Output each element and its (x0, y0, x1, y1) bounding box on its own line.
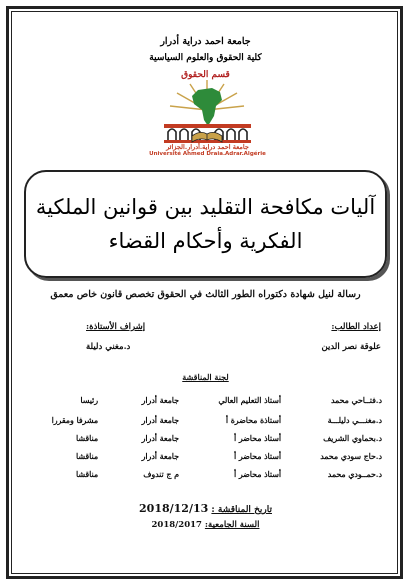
member-name: د.حمــودي محمد (327, 470, 382, 479)
committee-row (0, 434, 411, 450)
member-university: جامعة أدرار (141, 416, 179, 425)
university-name: جامعة احمد دراية أدرار (160, 36, 251, 47)
committee-title: لجنة المناقشة (182, 372, 229, 382)
academic-year-value: 2018/2017 (151, 520, 202, 530)
thesis-title-line-1: آليات مكافحة التقليد بين قوانين الملكية (35, 195, 376, 219)
member-rank: أستاذ محاضر أ (233, 434, 281, 443)
supervision-label: إشراف الأستاذة: (86, 322, 146, 332)
member-name: د.بحماوي الشريف (323, 434, 382, 443)
academic-year-line (0, 520, 411, 530)
defense-date-line (0, 502, 411, 515)
member-role: مناقشا (76, 452, 98, 461)
member-university: جامعة أدرار (141, 396, 179, 405)
faculty-name: كلية الحقوق والعلوم السياسية (149, 53, 262, 63)
committee-row (0, 452, 411, 468)
member-role: رئيسا (80, 396, 98, 405)
prepared-by-label: إعداد الطالب: (331, 322, 381, 332)
member-university: جامعة أدرار (141, 452, 179, 461)
thesis-degree-subtitle: رسالة لنيل شهادة دكتوراه الطور الثالث في الحقوق تخصص قانون خاص معمق (50, 289, 361, 300)
committee-row (0, 416, 411, 432)
member-rank: أستاذ محاضر أ (233, 470, 281, 479)
member-name: د.حاج سودي محمد (320, 452, 382, 461)
member-role: مشرفا ومقررا (51, 416, 98, 425)
member-name: د.مغنـــي دليلـــة (327, 416, 382, 425)
member-rank: أستاذ التعليم العالي (218, 396, 281, 405)
defense-date-value: 2018/12/13 (139, 502, 209, 515)
defense-date-label: تاريخ المناقشة : (211, 505, 272, 515)
member-rank: أستاذ محاضر أ (233, 452, 281, 461)
member-role: مناقشا (76, 470, 98, 479)
supervisor-name: د.مغني دليلة (86, 342, 131, 352)
member-university: م ج تندوف (143, 470, 179, 479)
student-name: علوقة نصر الدين (321, 342, 381, 352)
thesis-title-box (24, 170, 387, 278)
committee-row (0, 470, 411, 486)
member-university: جامعة أدرار (141, 434, 179, 443)
department-name: قسم الحقوق (181, 70, 230, 80)
logo-caption-arabic: جامعة احمد دراية.أدرار.الجزائر (166, 143, 249, 151)
member-rank: أستاذة محاضرة أ (225, 416, 281, 425)
committee-row (0, 396, 411, 412)
academic-year-label: السنة الجامعية: (204, 520, 260, 530)
thesis-title-line-2: الفكرية وأحكام القضاء (108, 229, 303, 253)
member-name: د.فتــاحي محمد (330, 396, 382, 405)
member-role: مناقشا (76, 434, 98, 443)
logo-caption-french: Université Ahmed Draia.Adrar.Algérie (149, 151, 266, 157)
